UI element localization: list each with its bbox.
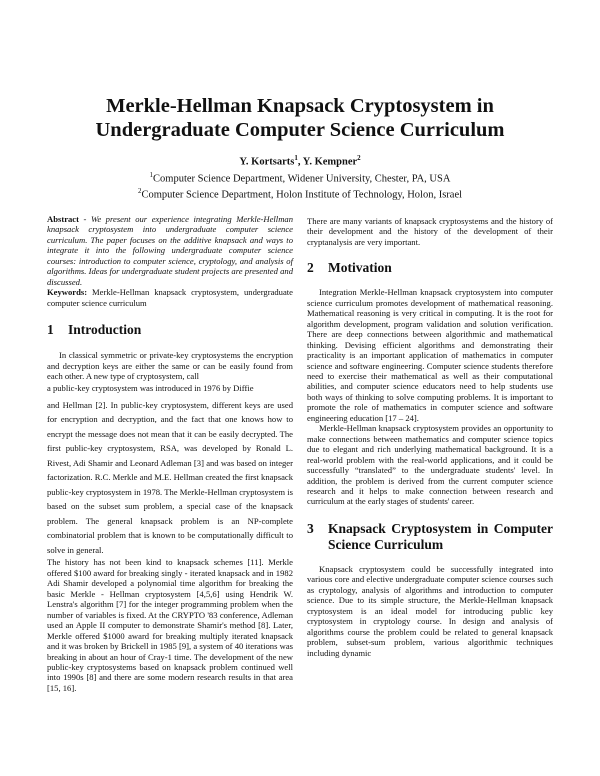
section-title: Motivation xyxy=(328,260,392,276)
author-2: Y. Kempner xyxy=(302,156,358,168)
author-2-sup: 2 xyxy=(357,154,361,162)
authors-block xyxy=(0,152,600,202)
section-heading-motivation xyxy=(307,260,553,276)
motivation-paragraph-2: Merkle-Hellman knapsack cryptosystem provides an opportunity to make connections between mathematics and computer science topics due to elegant and rich underlying mathematical background. It is a real-world problem with the real-world applications, and it could be successfully “translated” to the undergraduate students' level. In addition, the problem is derived from the current computer science research and it helps to make connection between research and curriculum at the early stages of students' career. xyxy=(307,423,553,507)
author-1-sup: 1 xyxy=(294,154,298,162)
left-column xyxy=(47,214,293,693)
keywords xyxy=(47,287,293,308)
intro-paragraph-1a: In classical symmetric or private-key cryptosystems the encryption and decryption keys are either the same or can be easily found from each other. A new type of cryptosystem, call xyxy=(47,350,293,381)
section-title: Knapsack Cryptosystem in Computer Science Curriculum xyxy=(328,520,553,552)
affiliation-2-sup: 2 xyxy=(137,187,142,195)
section-heading-knapsack xyxy=(307,521,553,553)
section-number: 1 xyxy=(47,322,54,338)
keywords-text: Merkle-Hellman knapsack cryptosystem, undergraduate computer science curriculum xyxy=(47,287,293,308)
motivation-paragraph-1: Integration Merkle-Hellman knapsack cryptosystem into computer science curriculum promotes development of mathematical reasoning. Mathematical reasoning is very critical in computing. It is the root for algorithm development, program validation and solution verification. There are deep connections between algorithmic and mathematical thinking. Devising efficient algorithms and demonstrating their practicality is an important application of mathematics in computer science and software engineering. Computer science students therefore need to exercise their mathematical as well as their computational abilities, and computer science educators need to help students use both ways of thinking to solve computing problems. It is important to promote the role of mathematics in computer science and software engineering education [17 – 24]. xyxy=(307,287,553,423)
author-names xyxy=(0,152,600,169)
section-title: Introduction xyxy=(68,322,142,338)
abstract xyxy=(47,214,293,287)
title-line-2: Undergraduate Computer Science Curriculum xyxy=(95,119,505,141)
section-number: 2 xyxy=(307,260,314,276)
affiliation-1 xyxy=(0,169,600,186)
section-heading-introduction xyxy=(47,322,293,338)
paper-title xyxy=(0,94,600,142)
affiliation-2-text: Computer Science Department, Holon Institute of Technology, Holon, Israel xyxy=(141,189,463,201)
right-column xyxy=(307,216,553,658)
abstract-text: - We present our experience integrating Merkle-Hellman knapsack cryptosystem into undergraduate computer science curriculum. The paper focuses on the additive knapsack and ways to integrate it into the following undergraduate computer science courses: introduction to computer science, cryptology, and analysis of algorithms. Ideas for undergraduate student projects are presented and discussed. xyxy=(47,214,293,287)
author-1: Y. Kortsarts xyxy=(239,156,295,168)
affiliation-1-text: Computer Science Department, Widener University, Chester, PA, USA xyxy=(153,173,451,184)
section-number: 3 xyxy=(307,520,314,536)
author-separator: , xyxy=(297,156,303,168)
affiliation-2 xyxy=(0,185,600,202)
affiliation-1-sup: 1 xyxy=(149,170,154,179)
intro-paragraph-1c: and Hellman [2]. In public-key cryptosystem, different keys are used for encryption and decryption, and the fact that one knows how to encrypt the message does not mean that it can be easily decrypted. The first public-key cryptosystem, RSA, was developed by Ronald L. Rivest, Adi Shamir and Leonard Adleman [3] and was based on integer factorization. R.C. Merkle and M.E. Hellman created the first knapsack public-key cryptosystem in 1978. The Merkle-Hellman cryptosystem is based on the subset sum problem, a special case of the knapsack problem. The general knapsack problem is an NP-complete combinatorial problem that is known to be computationally difficult to solve in general. xyxy=(47,399,293,555)
intro-paragraph-2: The history has not been kind to knapsack schemes [11]. Merkle offered $100 award for breaking singly - iterated knapsack and in 1982 Adi Shamir developed a polynomial time algorithm for breaking the basic Merkle - Hellman cryptosystem [4,5,6] using Hendrik W. Lenstra's algorithm [7] for the integer programming problem when the number of variables is fixed. At the CRYPTO '83 conference, Adleman used an Apple II computer to demonstrate Shamir's method [8]. Later, Merkle offered $1000 award for breaking multiply iterated knapsack and it was broken by Brickell in 1985 [9], a system of 40 iterations was breaking in about an hour of Cray-1 time. The development of the new public-key cryptosystems based on knapsack problem continued well into 1990s [8] and there are some modern research results in that area [15, 16]. xyxy=(47,557,293,693)
intro-continuation: There are many variants of knapsack cryptosystems and the history of their development and the history of the development of their cryptanalysis are very important. xyxy=(307,216,553,247)
intro-paragraph-1b: a public-key cryptosystem was introduced in 1976 by Diffie xyxy=(47,383,254,394)
title-line-1: Merkle-Hellman Knapsack Cryptosystem in xyxy=(106,95,494,117)
knapsack-paragraph-1: Knapsack cryptosystem could be successfully integrated into various core and elective undergraduate computer science courses such as cryptology, analysis of algorithms and introduction to computer science. Due to its simple structure, the Merkle-Hellman knapsack cryptosystem is an ideal model for introducing public key cryptosystem in cryptology course. In design and analysis of algorithms course the problem could be related to general knapsack problem, subset-sum problem, various algorithmic techniques including dynamic xyxy=(307,563,553,658)
abstract-label: Abstract xyxy=(47,214,79,224)
keywords-label: Keywords: xyxy=(47,287,88,298)
